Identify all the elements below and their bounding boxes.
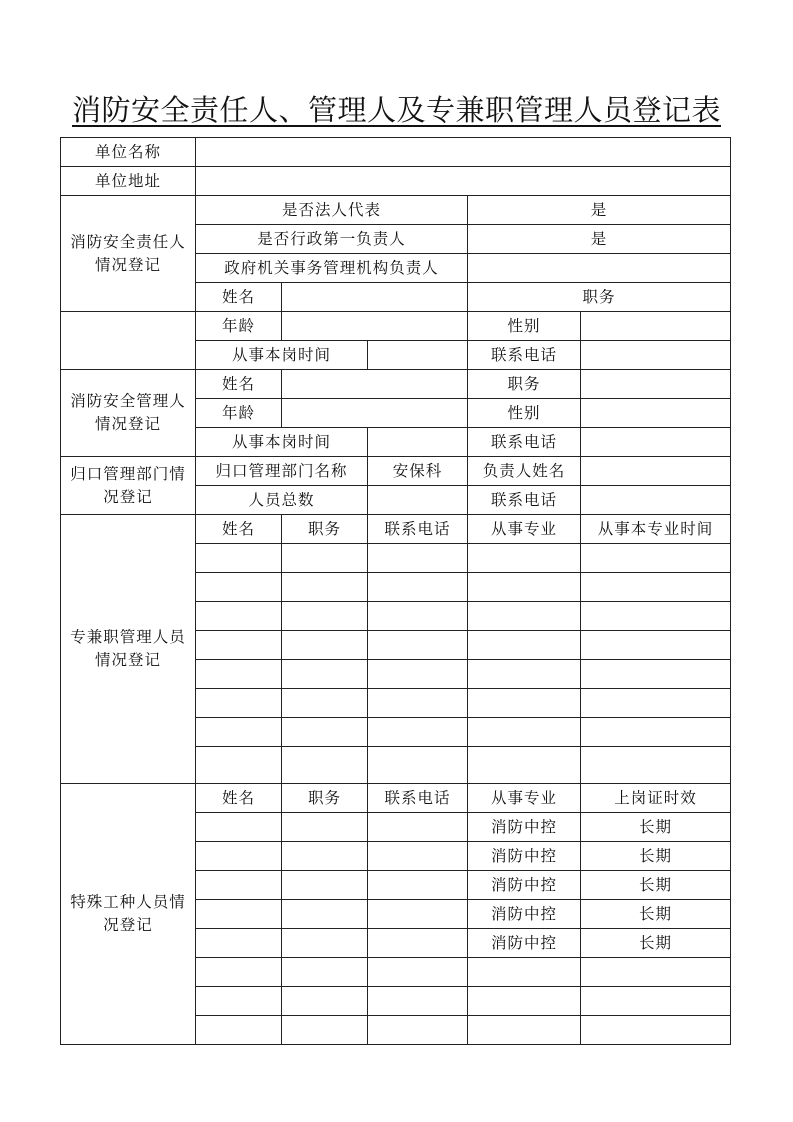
- dept-name-label: 归口管理部门名称: [196, 457, 368, 486]
- special-cell[interactable]: 消防中控: [468, 871, 581, 900]
- special-cell[interactable]: 长期: [581, 929, 731, 958]
- dept-phone-field[interactable]: [581, 486, 731, 515]
- responsible-phone-label: 联系电话: [468, 341, 581, 370]
- staff-cell[interactable]: [468, 544, 581, 573]
- staff-total-field[interactable]: [368, 486, 468, 515]
- special-cell[interactable]: [368, 1016, 468, 1045]
- department-section-label: 归口管理部门情况登记: [61, 457, 196, 515]
- special-cell[interactable]: [368, 987, 468, 1016]
- responsible-section-label: 消防安全责任人情况登记: [61, 196, 196, 312]
- special-header-cell: 姓名: [196, 784, 282, 813]
- special-header-row: [61, 784, 731, 813]
- staff-cell[interactable]: [282, 660, 368, 689]
- staff-cell[interactable]: [581, 747, 731, 784]
- staff-cell[interactable]: [468, 631, 581, 660]
- special-cell[interactable]: [368, 958, 468, 987]
- is-admin-head-label: 是否行政第一负责人: [196, 225, 468, 254]
- staff-cell[interactable]: [368, 602, 468, 631]
- staff-cell[interactable]: [368, 718, 468, 747]
- department-name-row: [61, 457, 731, 486]
- unit-address-row: [61, 167, 731, 196]
- unit-name-field[interactable]: [196, 138, 731, 167]
- special-cell[interactable]: [196, 900, 282, 929]
- staff-cell[interactable]: [196, 718, 282, 747]
- dept-phone-label: 联系电话: [468, 486, 581, 515]
- special-cell[interactable]: [282, 958, 368, 987]
- manager-phone-label: 联系电话: [468, 428, 581, 457]
- special-cell[interactable]: [368, 842, 468, 871]
- unit-name-row: [61, 138, 731, 167]
- unit-name-label: 单位名称: [61, 138, 196, 167]
- staff-cell[interactable]: [196, 544, 282, 573]
- special-cell[interactable]: 长期: [581, 871, 731, 900]
- staff-cell[interactable]: [581, 602, 731, 631]
- special-cell[interactable]: [196, 842, 282, 871]
- dept-head-name-label: 负责人姓名: [468, 457, 581, 486]
- staff-cell[interactable]: [368, 747, 468, 784]
- staff-cell[interactable]: [468, 689, 581, 718]
- special-cell[interactable]: [468, 958, 581, 987]
- staff-cell[interactable]: [581, 631, 731, 660]
- manager-gender-label: 性别: [468, 399, 581, 428]
- special-cell[interactable]: 消防中控: [468, 813, 581, 842]
- staff-cell[interactable]: [581, 689, 731, 718]
- responsible-age-row: [61, 312, 731, 341]
- staff-cell[interactable]: [196, 602, 282, 631]
- staff-cell[interactable]: [196, 747, 282, 784]
- responsible-gender-field[interactable]: [581, 312, 731, 341]
- manager-section-label: 消防安全管理人情况登记: [61, 370, 196, 457]
- dept-head-name-field[interactable]: [581, 457, 731, 486]
- responsible-name-field[interactable]: [282, 283, 468, 312]
- staff-cell[interactable]: [282, 631, 368, 660]
- staff-cell[interactable]: [581, 660, 731, 689]
- responsible-name-label: 姓名: [196, 283, 282, 312]
- unit-address-field[interactable]: [196, 167, 731, 196]
- manager-tenure-label: 从事本岗时间: [196, 428, 368, 457]
- special-header-cell: 上岗证时效: [581, 784, 731, 813]
- special-cell[interactable]: 长期: [581, 813, 731, 842]
- staff-cell[interactable]: [468, 747, 581, 784]
- is-admin-head-field[interactable]: 是: [468, 225, 731, 254]
- staff-cell[interactable]: [581, 544, 731, 573]
- responsible-tenure-label: 从事本岗时间: [196, 341, 368, 370]
- staff-cell[interactable]: [468, 660, 581, 689]
- staff-cell[interactable]: [282, 602, 368, 631]
- staff-cell[interactable]: [282, 718, 368, 747]
- special-cell[interactable]: 长期: [581, 900, 731, 929]
- staff-header-cell: 从事本专业时间: [581, 515, 731, 544]
- special-cell[interactable]: [468, 1016, 581, 1045]
- special-cell[interactable]: [581, 987, 731, 1016]
- special-cell[interactable]: [196, 1016, 282, 1045]
- gov-head-label: 政府机关事务管理机构负责人: [196, 254, 468, 283]
- staff-cell[interactable]: [581, 718, 731, 747]
- staff-cell[interactable]: [196, 631, 282, 660]
- form-title: 消防安全责任人、管理人及专兼职管理人员登记表: [72, 93, 722, 127]
- manager-age-label: 年龄: [196, 399, 282, 428]
- special-cell[interactable]: 消防中控: [468, 842, 581, 871]
- special-cell[interactable]: [282, 813, 368, 842]
- manager-name-row: [61, 370, 731, 399]
- special-cell[interactable]: [581, 958, 731, 987]
- special-cell[interactable]: [196, 987, 282, 1016]
- special-section-label: 特殊工种人员情况登记: [61, 784, 196, 1045]
- registration-form-table: [60, 137, 731, 1045]
- responsible-gender-label: 性别: [468, 312, 581, 341]
- special-cell[interactable]: [282, 929, 368, 958]
- manager-phone-field[interactable]: [581, 428, 731, 457]
- is-legal-rep-field[interactable]: 是: [468, 196, 731, 225]
- special-header-cell: 联系电话: [368, 784, 468, 813]
- responsible-age-label: 年龄: [196, 312, 282, 341]
- staff-cell[interactable]: [368, 573, 468, 602]
- special-cell[interactable]: [196, 929, 282, 958]
- responsible-phone-field[interactable]: [581, 341, 731, 370]
- special-cell[interactable]: [282, 900, 368, 929]
- staff-header-cell: 从事专业: [468, 515, 581, 544]
- staff-header-cell: 职务: [282, 515, 368, 544]
- staff-cell[interactable]: [468, 718, 581, 747]
- staff-header-row: [61, 515, 731, 544]
- staff-header-cell: 联系电话: [368, 515, 468, 544]
- staff-section-label: 专兼职管理人员情况登记: [61, 515, 196, 784]
- staff-cell[interactable]: [282, 573, 368, 602]
- staff-cell[interactable]: [368, 660, 468, 689]
- special-cell[interactable]: 消防中控: [468, 900, 581, 929]
- special-cell[interactable]: [196, 813, 282, 842]
- special-cell[interactable]: [196, 871, 282, 900]
- dept-name-field[interactable]: 安保科: [368, 457, 468, 486]
- special-cell[interactable]: [368, 813, 468, 842]
- staff-header-cell: 姓名: [196, 515, 282, 544]
- staff-cell[interactable]: [282, 689, 368, 718]
- staff-cell[interactable]: [196, 689, 282, 718]
- special-cell[interactable]: [581, 1016, 731, 1045]
- staff-cell[interactable]: [282, 747, 368, 784]
- manager-name-label: 姓名: [196, 370, 282, 399]
- responsible-age-field[interactable]: [282, 312, 468, 341]
- special-cell[interactable]: [468, 987, 581, 1016]
- staff-cell[interactable]: [368, 544, 468, 573]
- staff-total-label: 人员总数: [196, 486, 368, 515]
- staff-cell[interactable]: [581, 573, 731, 602]
- gov-head-field[interactable]: [468, 254, 731, 283]
- is-legal-rep-label: 是否法人代表: [196, 196, 468, 225]
- staff-cell[interactable]: [282, 544, 368, 573]
- special-cell[interactable]: 长期: [581, 842, 731, 871]
- unit-address-label: 单位地址: [61, 167, 196, 196]
- special-cell[interactable]: [282, 1016, 368, 1045]
- responsible-tenure-field[interactable]: [368, 341, 468, 370]
- manager-name-field[interactable]: [282, 370, 468, 399]
- manager-position-label: 职务: [468, 370, 581, 399]
- special-cell[interactable]: 消防中控: [468, 929, 581, 958]
- special-cell[interactable]: [196, 958, 282, 987]
- special-cell[interactable]: [282, 871, 368, 900]
- staff-cell[interactable]: [468, 602, 581, 631]
- special-cell[interactable]: [368, 929, 468, 958]
- staff-cell[interactable]: [468, 573, 581, 602]
- special-cell[interactable]: [368, 871, 468, 900]
- manager-position-field[interactable]: [581, 370, 731, 399]
- staff-cell[interactable]: [196, 660, 282, 689]
- special-cell[interactable]: [282, 842, 368, 871]
- responsible-legal-rep-row: [61, 196, 731, 225]
- manager-gender-field[interactable]: [581, 399, 731, 428]
- responsible-position-label: 职务: [468, 283, 731, 312]
- special-cell[interactable]: [282, 987, 368, 1016]
- manager-age-field[interactable]: [282, 399, 468, 428]
- responsible-blank-cell: [61, 312, 196, 370]
- special-header-cell: 职务: [282, 784, 368, 813]
- special-cell[interactable]: [368, 900, 468, 929]
- staff-cell[interactable]: [368, 689, 468, 718]
- manager-tenure-field[interactable]: [368, 428, 468, 457]
- staff-cell[interactable]: [196, 573, 282, 602]
- staff-cell[interactable]: [368, 631, 468, 660]
- special-header-cell: 从事专业: [468, 784, 581, 813]
